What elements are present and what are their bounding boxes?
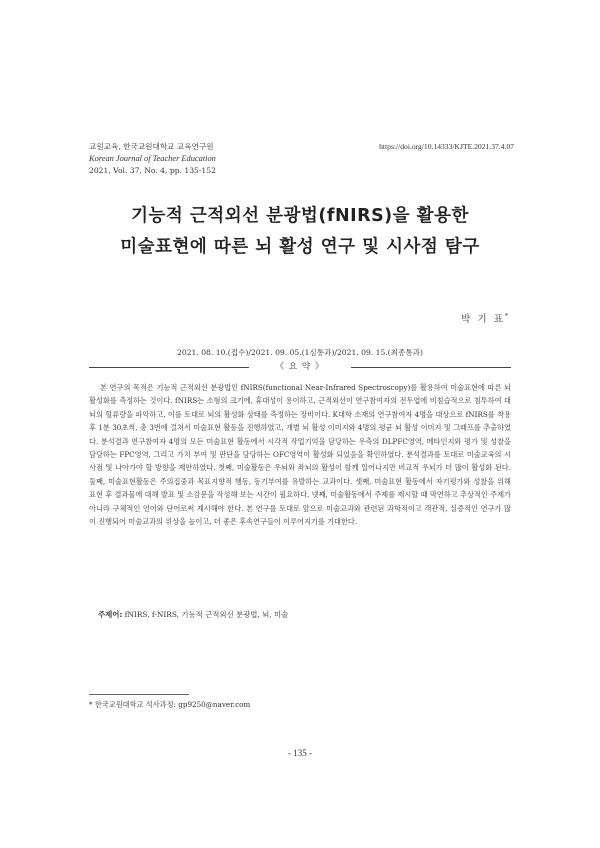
publisher-line: 교원교육, 한국교원대학교 교육연구원 — [89, 142, 214, 151]
page-number: - 135 - — [288, 748, 312, 758]
title-line-2: 미술표현에 따른 뇌 활성 연구 및 시사점 탐구 — [120, 237, 480, 257]
summary-heading — [89, 360, 511, 374]
keywords-value: fNIRS, f-NIRS, 기능적 근적외선 분광법, 뇌, 미술 — [124, 610, 289, 619]
author-name: 박 기 표 — [461, 314, 505, 325]
author-footnote: * 한국교원대학교 석사과정: gp9250@naver.com — [89, 700, 251, 709]
summary-rule-right — [351, 367, 511, 368]
summary-label: 《 요 약 》 — [275, 362, 325, 372]
doi-link[interactable]: https://doi.org/10.14333/KJTE.2021.37.4.07 — [379, 142, 514, 151]
paper-title — [0, 201, 600, 263]
author-footnote-mark: * — [505, 312, 508, 320]
keywords — [98, 609, 288, 620]
keywords-label: 주제어: — [98, 610, 123, 619]
journal-name: Korean Journal of Teacher Education — [89, 154, 216, 163]
abstract-body: 본 연구의 목적은 기능적 근적외선 분광법인 fNIRS(functional Near-Infrared Spectroscopy)를 활용하여 미술표현에 따른 뇌 활성화를 측정하는 것이다. fNIRS는 소형의 크기에, 휴대성이 용이하고, 근적외선이 연구참여자의 전두엽에 비침습적으로 침투하여 대뇌의 혈류량을 파악하고, 이를 토대로 뇌의 활성화 상태를 측정하는 장비이다. K대학 소재의 연구참여자 4명을 대상으로 fNIRS를 착용 후 1분 30초씩, 총 3번에 걸쳐서 미술표현 활동을 진행하였고, 개별 뇌 활성 이미지와 4명의 평균 뇌 활성 이미지 및 그래프를 추출하였다. 분석결과 연구참여자 4명의 모든 미술표현 활동에서 시각적 작업기억을 담당하는 우측의 DLPFC영역, 메타인지와 평가 및 성찰을 담당하는 FPC영역, 그리고 가치 부여 및 판단을 담당하는 OFC영역이 활성화 되었음을 확인하였다. 분석결과를 토대로 미술교육의 시사점 및 나아가야 할 방향을 제안하였다. 첫째, 미술활동은 우뇌와 좌뇌의 활성이 함께 일어나지만 비교적 우뇌가 더 많이 활성화 된다. 둘째, 미술표현활동은 주의집중과 목표지향적 행동, 동기부여를 유발하는 교과이다. 셋째, 미술표현 활동에서 자기평가와 성찰을 위해 표현 후 결과물에 대해 발표 및 소감문을 작성해 보는 시간이 필요하다. 넷째, 미술활동에서 주제를 제시할 때 막연하고 추상적인 주제가 아니라 구체적인 언어와 단어로써 제시해야 한다. 본 연구를 토대로 앞으로 미술교과와 관련된 과학적이고 객관적, 실증적인 연구가 많이 진행되어 미술교과의 위상을 높이고, 더 좋은 후속연구들이 이루어지기를 기대한다. — [89, 383, 511, 527]
footnote-divider — [89, 694, 189, 695]
review-dates: 2021. 08. 10.(접수)/2021. 09. 05.(1심통과)/2021. 09. 15.(최종통과) — [177, 348, 423, 357]
journal-header — [89, 141, 216, 177]
author — [461, 311, 508, 325]
title-line-1: 기능적 근적외선 분광법(fNIRS)을 활용한 — [131, 206, 469, 226]
volume-line: 2021, Vol. 37, No. 4, pp. 135-152 — [89, 166, 216, 175]
